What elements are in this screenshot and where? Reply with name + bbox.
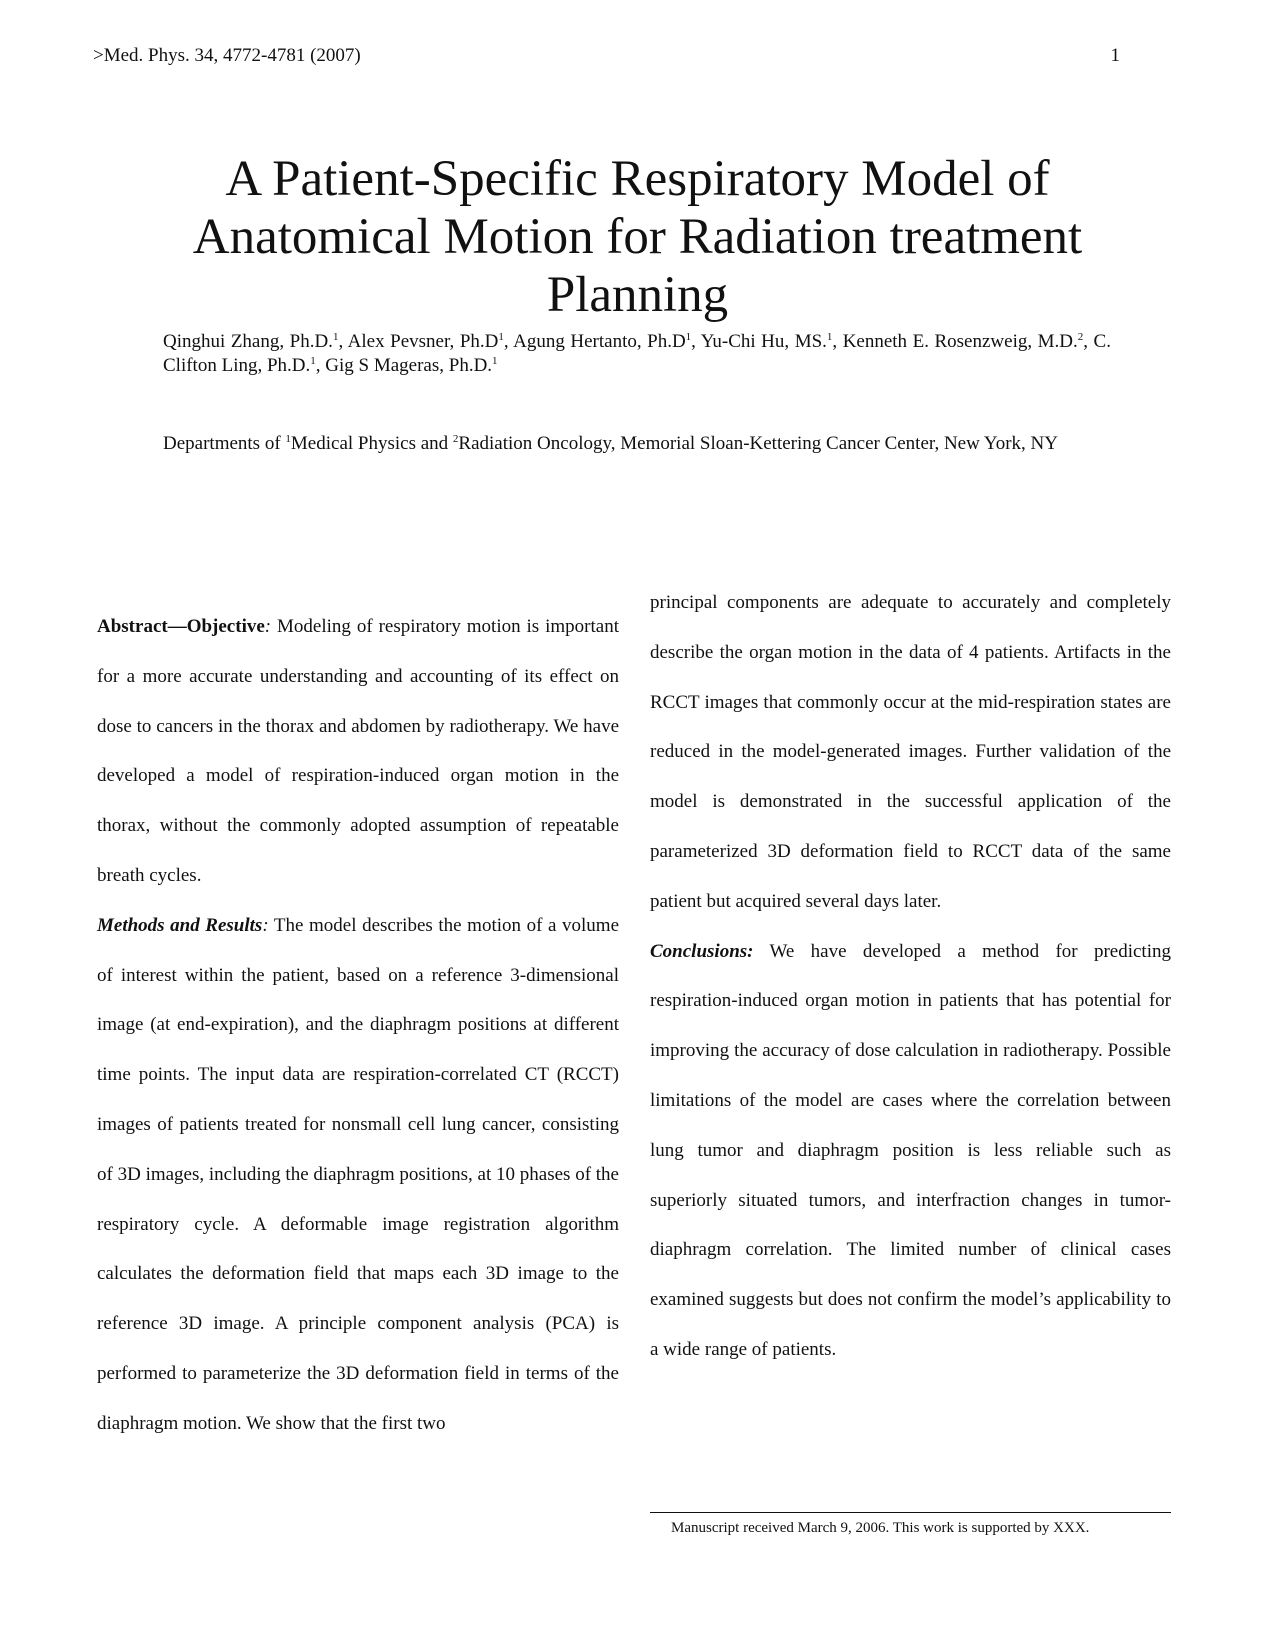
footnote-divider	[650, 1512, 1171, 1513]
author-affiliation-mark: 1	[685, 331, 692, 343]
author-name: , C. Clifton Ling, Ph.D.	[163, 331, 1111, 376]
affiliation-prefix: Departments of	[163, 433, 286, 454]
author-name: , Gig S Mageras, Ph.D.	[315, 355, 493, 376]
objective-colon: :	[264, 616, 272, 637]
affiliation-dept: Radiation Oncology, Memorial Sloan-Kettering Cancer Center, New York, NY	[458, 433, 1058, 454]
conclusions-text: We have developed a method for predicting respiration-induced organ motion in patients that has potential for improving the accuracy of dose calculation in radiotherapy. Possible limitations of the model are cases where the correlation between lung tumor and diaphragm position is less reliable such as superiorly situated tumors, and interfraction changes in tumor-diaphragm correlation. The limited number of clinical cases examined suggests but does not confirm the model’s applicability to a wide range of patients.	[650, 940, 1171, 1360]
abstract-methods-continued: principal components are adequate to accurately and completely describe the organ motion in the data of 4 patients. Artifacts in the RCCT images that commonly occur at the mid-respiration states are reduced in the model-generated images. Further validation of the model is demonstrated in the successful application of the parameterized 3D deformation field to RCCT data of the same patient but acquired several days later.	[650, 592, 1171, 912]
abstract-conclusions-paragraph	[650, 927, 1171, 1375]
journal-citation: >Med. Phys. 34, 4772-4781 (2007)	[93, 45, 361, 66]
author-name: , Kenneth E. Rosenzweig, M.D.	[832, 331, 1078, 352]
author-affiliation-mark: 1	[492, 355, 498, 367]
methods-text: The model describes the motion of a volume of interest within the patient, based on a reference 3-dimensional image (at end-expiration), and the diaphragm positions at different time points. The input data are respiration-correlated CT (RCCT) images of patients treated for nonsmall cell lung cancer, consisting of 3D images, including the diaphragm positions, at 10 phases of the respiratory cycle. A deformable image registration algorithm calculates the deformation field that maps each 3D image to the reference 3D image. A principle component analysis (PCA) is performed to parameterize the 3D deformation field in terms of the diaphragm motion. We show that the first two	[97, 914, 619, 1434]
objective-heading: Abstract—Objective	[97, 616, 265, 637]
abstract-left-column	[97, 602, 619, 1449]
methods-colon: :	[262, 914, 269, 936]
affiliation-dept: Medical Physics and	[290, 433, 453, 454]
author-affiliation-mark: 1	[332, 331, 339, 343]
conclusions-heading: Conclusions:	[650, 940, 754, 962]
author-affiliation-mark: 1	[498, 331, 504, 343]
author-name: , Agung Hertanto, Ph.D	[503, 331, 686, 352]
footnote: Manuscript received March 9, 2006. This work is supported by XXX.	[671, 1520, 1090, 1536]
author-list	[163, 330, 1111, 378]
affiliation	[163, 432, 1111, 456]
author-name: Qinghui Zhang, Ph.D.	[163, 331, 333, 352]
author-affiliation-mark: 1	[310, 355, 316, 367]
affiliation-mark: 1	[285, 433, 291, 445]
paper-title: A Patient-Specific Respiratory Model of Anatomical Motion for Radiation treatment Planning	[192, 151, 1083, 323]
abstract-right-column	[650, 578, 1171, 1375]
author-name: , Alex Pevsner, Ph.D	[338, 331, 499, 352]
author-affiliation-mark: 1	[826, 331, 833, 343]
page-number: 1	[1110, 45, 1120, 66]
abstract-objective-paragraph	[97, 602, 619, 901]
author-name: , Yu-Chi Hu, MS.	[691, 331, 827, 352]
objective-text: Modeling of respiratory motion is important for a more accurate understanding and accounting of its effect on dose to cancers in the thorax and abdomen by radiotherapy. We have developed a model of respiration-induced organ motion in the thorax, without the commonly adopted assumption of repeatable breath cycles.	[97, 616, 619, 886]
affiliation-mark: 2	[452, 433, 459, 445]
methods-heading: Methods and Results	[97, 914, 263, 936]
abstract-methods-paragraph	[97, 901, 619, 1449]
author-affiliation-mark: 2	[1077, 331, 1084, 343]
